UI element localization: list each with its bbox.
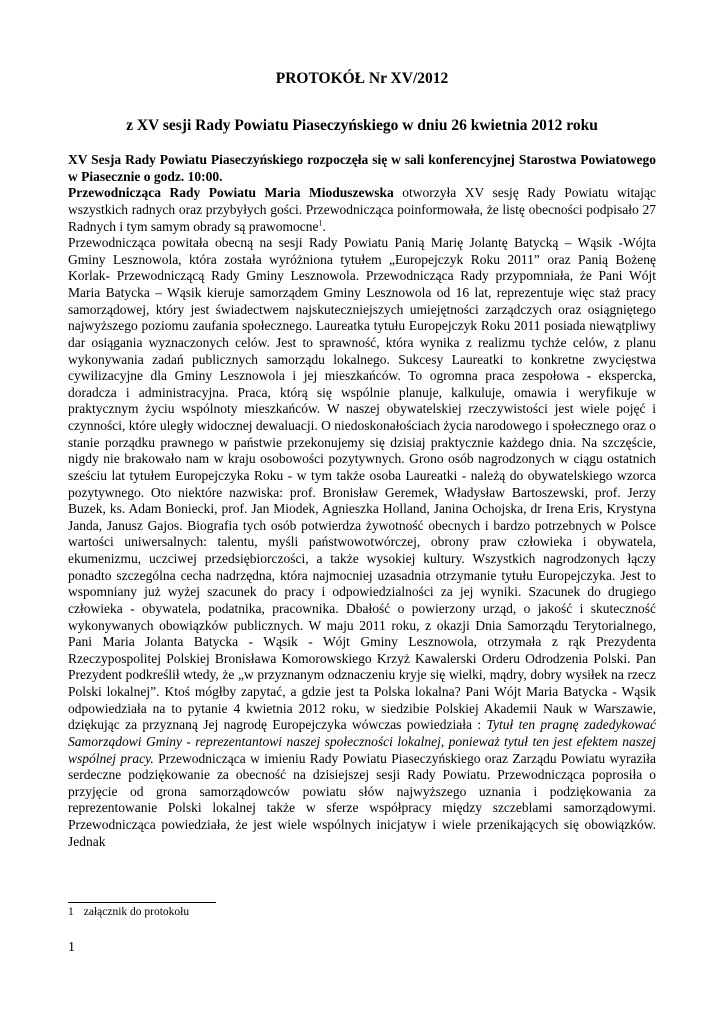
footnote-ref[interactable]: 1 (318, 218, 323, 227)
main-text-a: Przewodnicząca powitała obecną na sesji Rady Powiatu Panią Marię Jolantę Batycką – Wąsik -Wójta Gminy Lesznowola, która została wyróżniona tytułem „Europejczyk Roku 2011” oraz Panią Bożenę Korlak- Przewodniczącą Rady Gminy Lesznowola. Przewodnicząca Rady przypomniała, że Pani Wójt Maria Batycka – Wąsik kieruje samorządem Gminy Lesznowola od 16 lat, reprezentuje więc staż pracy samorządowej, który jest świadectwem najskuteczniejszych umiejętności zarządczych oraz osiągniętego najwyższego poziomu zaufania społecznego. Laureatka tytułu Europejczyk Roku 2011 posiada niewątpliwy dar osiągania wyznaczonych celów. Jest to sprawność, która wynika z realizmu tychże celów, z planu wykonywania zadań publicznych samorządu lokalnego. Sukcesy Laureatki to konkretne zwycięstwa cywilizacyjne dla Gminy Lesznowola i jej mieszkańców. To ogromna praca zespołowa - ekspercka, doradcza i administracyjna. Praca, którą się wspólnie planuje, kalkuluje, omawia i weryfikuje w praktycznym życiu wspólnoty mieszkańców. W naszej obywatelskiej rzeczywistości jest wiele pojęć i czynności, które uległy widocznej dewaluacji. O niedoskonałościach życia narodowego i społecznego oraz o stanie porządku prawnego w państwie przekonujemy się dzisiaj praktycznie każdego dnia. Na szczęście, nigdy nie brakowało nam w kraju osobowości pozytywnych. Grono osób nagrodzonych w ciągu ostatnich sześciu lat tytułem Europejczyka Roku - w tym także osoba Laureatki - należą do obywatelskiego wzorca pozytywnego. Oto niektóre nazwiska: prof. Bronisław Geremek, Władysław Bartoszewski, prof. Jerzy Buzek, ks. Adam Boniecki, prof. Jan Miodek, Agnieszka Holland, Janina Ochojska, dr Irena Eris, Krystyna Janda, Janusz Gajos. Biografia tych osób potwierdza żywotność obecnych i bardzo potrzebnych w Polsce wartości uniwersalnych: talentu, myśli państwowotwórczej, obrony praw człowieka i obywatela, ekumenizmu, uczciwej przedsiębiorczości, a także wysokiej kultury. Wszystkich nagrodzonych łączy ponadto szczególna cecha nadrzędna, która najmocniej uzasadnia otrzymanie tytułu Europejczyka. Jest to wspomniany już wyżej szacunek do pracy i odpowiedzialności za jej wyniki. Szacunek do drugiego człowieka - obywatela, podatnika, pracownika. Dbałość o powierzony urząd, o jakość i skuteczność wykonywanych obowiązków publicznych. W maju 2011 roku, z okazji Dnia Samorządu Terytorialnego, Pani Maria Jolanta Batycka - Wąsik - Wójt Gminy Lesznowola, otrzymała z rąk Prezydenta Rzeczypospolitej Polskiej Bronisława Komorowskiego Krzyż Kawalerski Orderu Odrodzenia Polski. Pan Prezydent podkreślił wtedy, że „w przyznanym odznaczeniu kryje się wielki, mądry, dobry wysiłek na rzecz Polski lokalnej”. (68, 235, 656, 699)
footnote-number: 1 (68, 906, 74, 918)
opening-end: . (322, 218, 326, 234)
opening-text: otworzyła XV sesję Rady Powiatu witając wszystkich radnych oraz przybyłych gości. Przewodnicząca poinformowała, że listę obecności podpisało 27 Radnych i tym samym obrady są prawomocne (68, 185, 656, 234)
chairwoman-name: Przewodnicząca Rady Powiatu Maria Mioduszewska (68, 185, 394, 201)
question-text: Ktoś mógłby zapytać, a gdzie jest ta Polska lokalna? (164, 684, 461, 699)
paragraph-main (68, 235, 656, 850)
document-body (68, 152, 656, 850)
quote-italic: Tytuł ten pragnę zadedykować Samorządowi Gminy - reprezentantowi naszej społeczności lokalnej, ponieważ tytuł ten jest efektem naszej wspólnej pracy. (68, 717, 656, 766)
paragraph-opening (68, 185, 656, 235)
footnote-text: załącznik do protokołu (83, 906, 190, 918)
session-intro: XV Sesja Rady Powiatu Piaseczyńskiego rozpoczęła się w sali konferencyjnej Starostwa Powiatowego w Piasecznie o godz. 10:00. (68, 152, 656, 184)
footnote (68, 906, 189, 918)
document-subtitle: z XV sesji Rady Powiatu Piaseczyńskiego w dniu 26 kwietnia 2012 roku (126, 117, 598, 134)
document-title: PROTOKÓŁ Nr XV/2012 (275, 70, 449, 87)
main-text-b: Pani Wójt Maria Batycka - Wąsik odpowiedziała na to pytanie 4 kwietnia 2012 roku, w siedzibie Polskiej Akademii Nauk w Warszawie, dziękując za przyznaną Jej nagrodę Europejczyka wówczas powiedziała : (68, 684, 656, 733)
footnote-divider (68, 902, 216, 903)
page-number: 1 (68, 940, 75, 955)
main-text-c: Przewodnicząca w imieniu Rady Powiatu Piaseczyńskiego oraz Zarządu Powiatu wyraziła serdeczne podziękowanie za obecność na dzisiejszej sesji Rady Powiatu. Przewodnicząca poprosiła o przyjęcie od grona samorządowców powiatu słów najwyższego uznania i podziękowania za reprezentowanie Polski lokalnej także w sferze współpracy między szczeblami samorządowymi. Przewodnicząca powiedziała, że jest wiele wspólnych inicjatyw i wiele przenikających się obowiązków. Jednak (68, 750, 656, 849)
